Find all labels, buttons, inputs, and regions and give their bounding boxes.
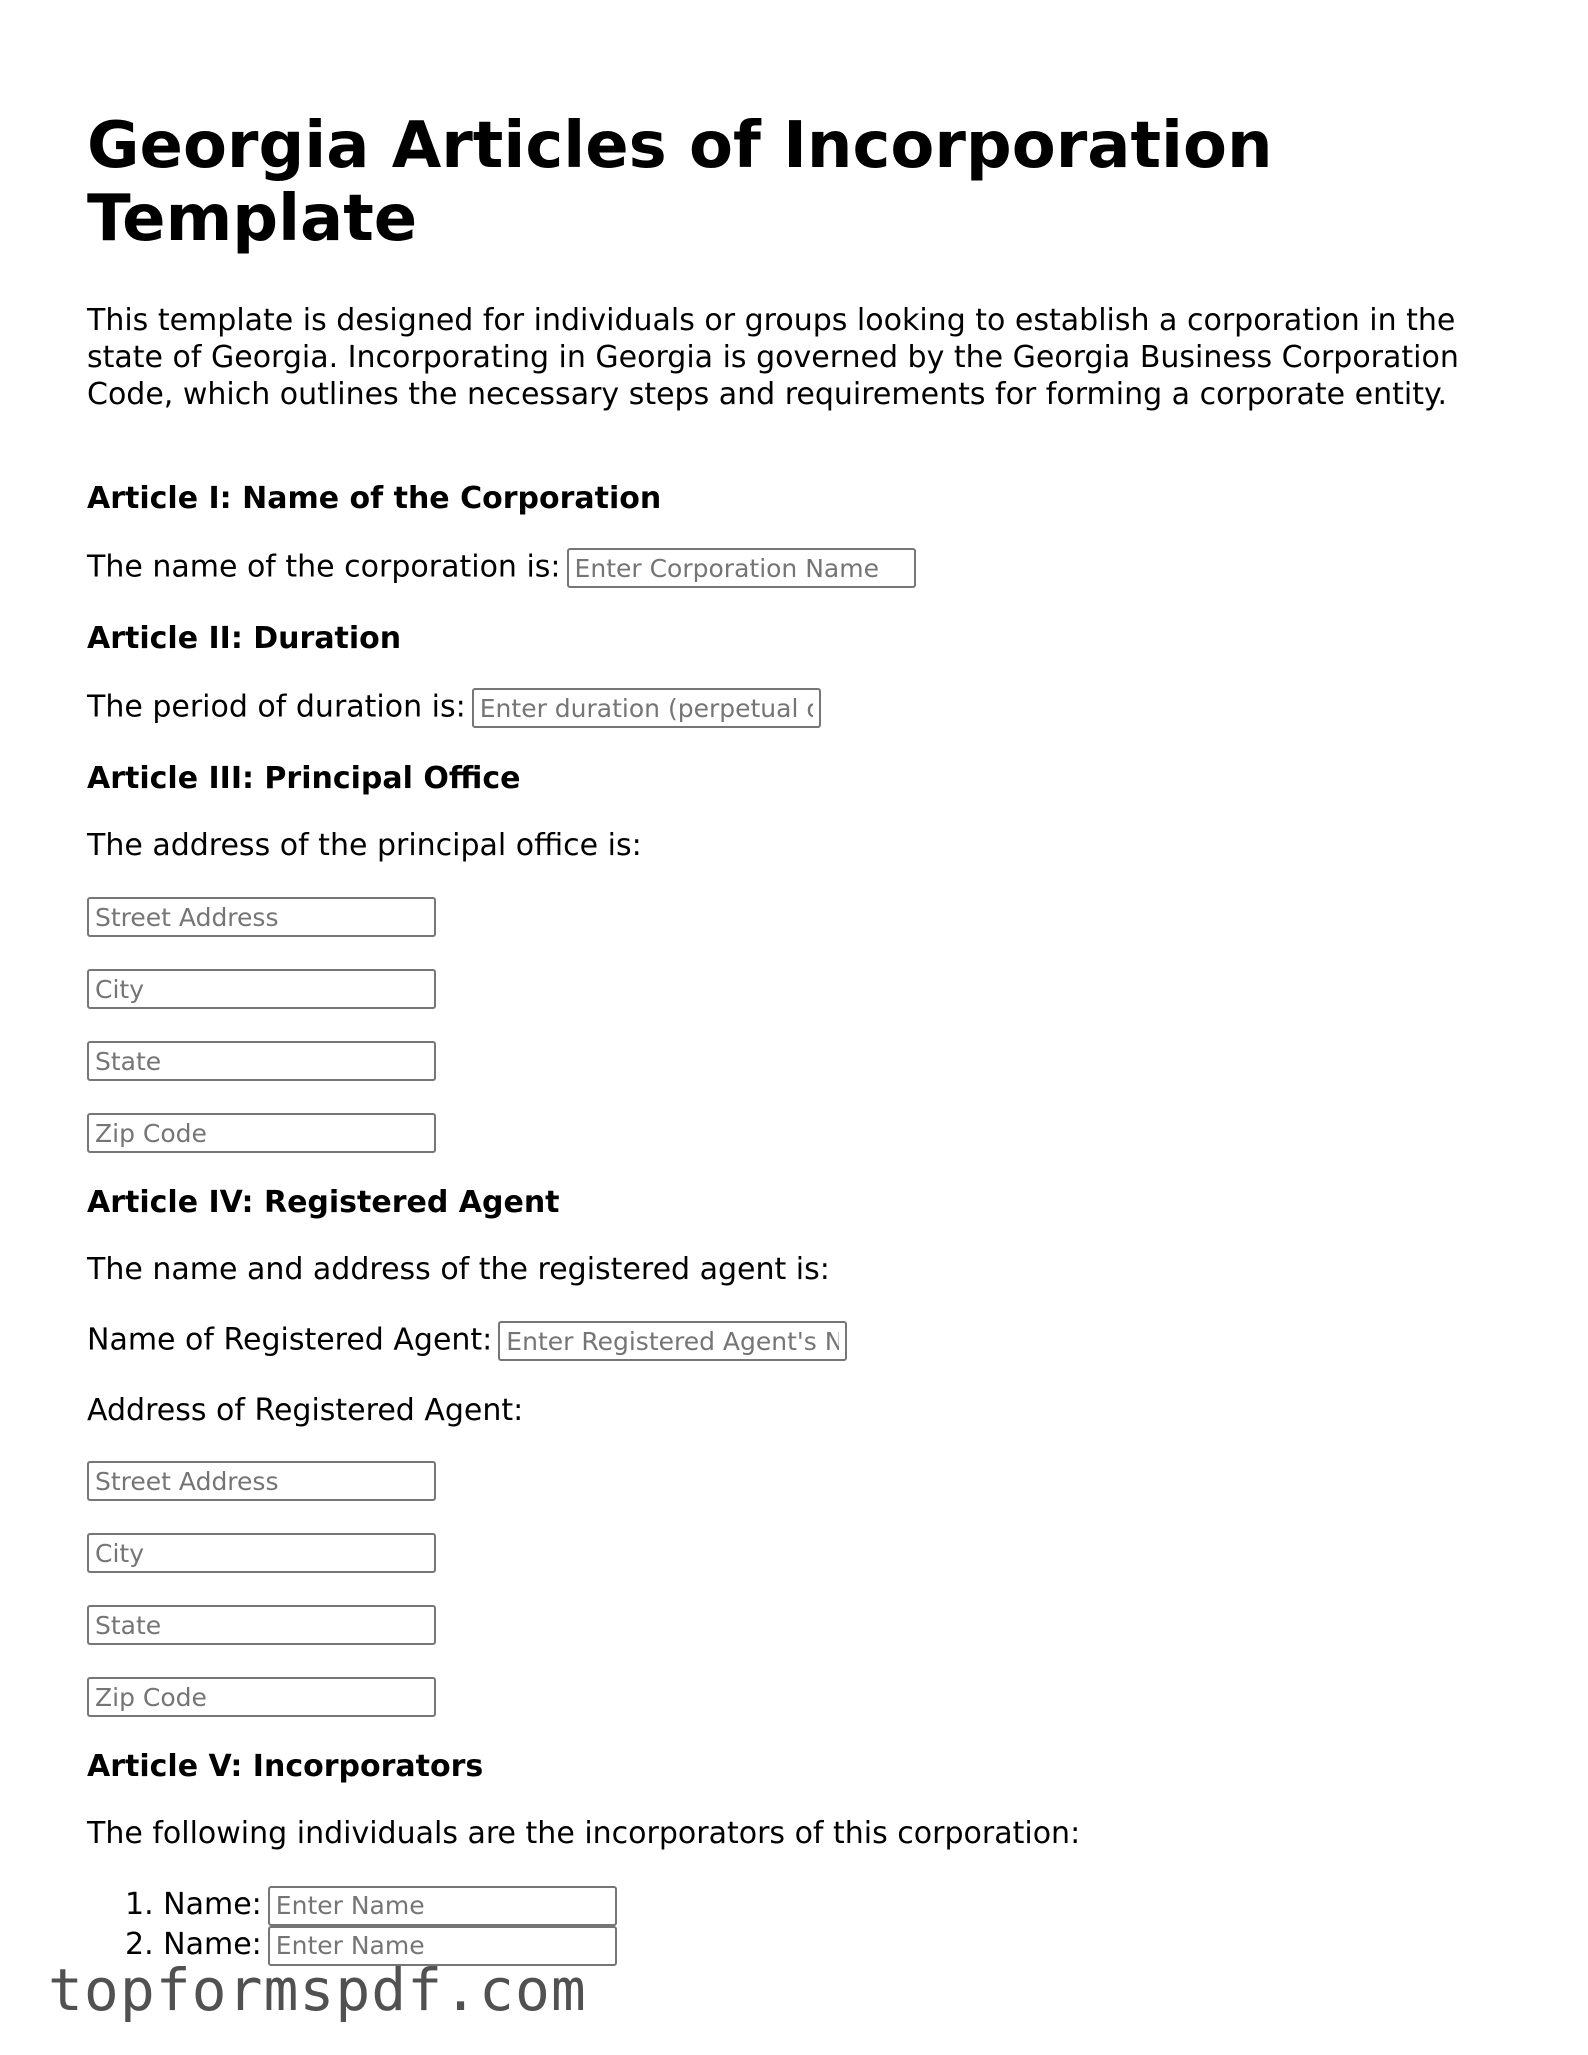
principal-street-input[interactable] — [87, 897, 436, 937]
agent-zip-input[interactable] — [87, 1677, 436, 1717]
duration-label: The period of duration is: — [87, 689, 466, 725]
incorporator-name-label: Name: — [163, 1927, 262, 1962]
article-5-heading: Article V: Incorporators — [87, 1749, 484, 1784]
agent-name-input[interactable] — [498, 1321, 847, 1361]
corporation-name-label: The name of the corporation is: — [87, 549, 561, 585]
duration-input[interactable] — [472, 688, 821, 728]
article-1-heading: Article I: Name of the Corporation — [87, 481, 662, 516]
registered-agent-intro: The name and address of the registered agent is: — [87, 1252, 830, 1287]
agent-street-input[interactable] — [87, 1461, 436, 1501]
principal-state-input[interactable] — [87, 1041, 436, 1081]
principal-city-input[interactable] — [87, 969, 436, 1009]
incorporators-intro: The following individuals are the incorporators of this corporation: — [87, 1816, 1081, 1851]
article-1-row — [87, 548, 916, 588]
incorporator-item — [125, 1885, 617, 1926]
agent-state-input[interactable] — [87, 1605, 436, 1645]
incorporator-number: 1. — [125, 1887, 154, 1922]
agent-address-label: Address of Registered Agent: — [87, 1393, 524, 1428]
intro-paragraph: This template is designed for individuals or groups looking to establish a corporation in the state of Georgia. Incorporating in Georgia is governed by the Georgia Business Corporation Code, which outlines the necessary steps and requirements for forming a corporate entity. — [87, 303, 1459, 412]
page-title: Georgia Articles of Incorporation Template — [87, 109, 1273, 256]
article-2-row — [87, 688, 821, 728]
incorporator-number: 2. — [125, 1927, 154, 1962]
article-4-heading: Article IV: Registered Agent — [87, 1185, 560, 1220]
article-3-heading: Article III: Principal Office — [87, 761, 521, 796]
agent-name-row — [87, 1321, 847, 1361]
principal-office-label: The address of the principal office is: — [87, 828, 642, 863]
agent-city-input[interactable] — [87, 1533, 436, 1573]
incorporator-name-label: Name: — [163, 1887, 262, 1922]
site-watermark: topformspdf.com — [48, 1956, 587, 2024]
corporation-name-input[interactable] — [567, 548, 916, 588]
incorporator-1-name-input[interactable] — [268, 1886, 617, 1926]
principal-zip-input[interactable] — [87, 1113, 436, 1153]
agent-name-label: Name of Registered Agent: — [87, 1322, 493, 1358]
article-2-heading: Article II: Duration — [87, 621, 402, 656]
